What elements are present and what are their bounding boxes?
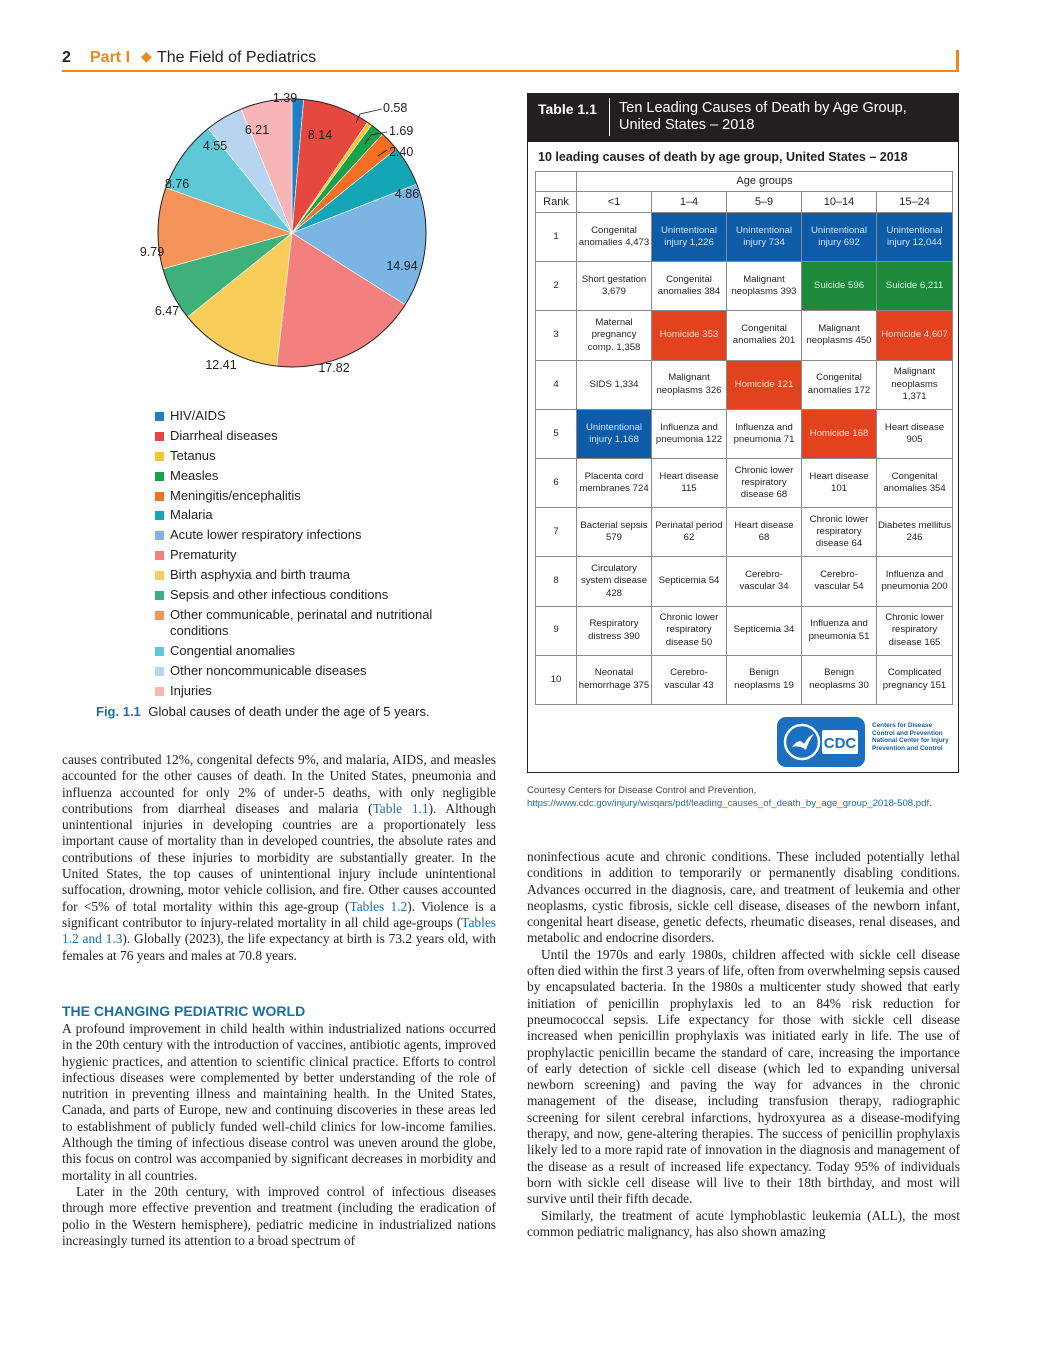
cause-cell: Congenital anomalies 201 bbox=[727, 311, 802, 360]
legend-item bbox=[155, 663, 485, 679]
cause-cell: Chronic lower respiratory disease 64 bbox=[802, 508, 877, 557]
cause-cell: Influenza and pneumonia 51 bbox=[802, 606, 877, 655]
table-title-divider bbox=[609, 98, 610, 136]
pie-value-label: 8.76 bbox=[164, 177, 190, 191]
legend-label: Birth asphyxia and birth trauma bbox=[170, 567, 350, 583]
cause-cell: Malignant neoplasms 393 bbox=[727, 262, 802, 311]
figure-caption-text: Global causes of death under the age of 5 years. bbox=[148, 704, 430, 719]
legend-label: Congential anomalies bbox=[170, 642, 296, 658]
cause-cell: Chronic lower respiratory disease 165 bbox=[877, 606, 953, 655]
paragraph: Similarly, the treatment of acute lymphoblastic leukemia (ALL), the most common pediatric malignancy, has also shown amazing bbox=[527, 1207, 960, 1239]
table-label: Table 1.1 bbox=[538, 101, 597, 117]
legend-swatch bbox=[155, 472, 164, 481]
cause-cell: Diabetes mellitus 246 bbox=[877, 508, 953, 557]
running-header bbox=[62, 48, 959, 72]
paragraph: noninfectious acute and chronic conditions. These included potentially lethal conditions in addition to temporarily or permanently disabling conditions. Advances occurred in the diagnosis, care, and treatment of leukemia and other neoplasms, cystic fibrosis, sickle cell disease, diseases of the newborn infant, congenital heart disease, genetic defects, rheumatic diseases, renal diseases, and metabolic and endocrine disorders. bbox=[527, 849, 960, 946]
cause-cell: Suicide 6,211 bbox=[877, 262, 953, 311]
cause-cell: Congenital anomalies 4,473 bbox=[577, 213, 652, 262]
pie-value-label: 17.82 bbox=[318, 361, 350, 375]
legend-label: Measles bbox=[170, 467, 219, 483]
paragraph: Later in the 20th century, with improved control of infectious diseases through more effective prevention and treatment (including the eradication of polio in the Western hemisphere), pediatric medicine in industrialized nations increasingly turned its attention to a broad spectrum of bbox=[62, 1183, 496, 1248]
legend-label: Diarrheal diseases bbox=[170, 427, 278, 443]
pie-value-label: 4.86 bbox=[394, 187, 420, 201]
right-column-text bbox=[527, 849, 960, 1240]
rank-header: Rank bbox=[536, 192, 577, 213]
legend-swatch bbox=[155, 531, 164, 540]
cause-cell: Influenza and pneumonia 71 bbox=[727, 409, 802, 458]
legend-label: Meningitis/encephalitis bbox=[170, 487, 301, 503]
cause-cell: Congenital anomalies 354 bbox=[877, 458, 953, 507]
cause-cell: Placenta cord membranes 724 bbox=[577, 458, 652, 507]
legend-swatch bbox=[155, 647, 164, 656]
legend-swatch bbox=[155, 667, 164, 676]
cause-cell: Complicated pregnancy 151 bbox=[877, 655, 953, 704]
legend-label: Other noncommunicable diseases bbox=[170, 662, 367, 678]
pie-value-label: 0.58 bbox=[383, 101, 408, 115]
cdc-agency-line: Centers for Disease bbox=[872, 722, 933, 729]
cdc-agency-line: Control and Prevention bbox=[872, 729, 943, 737]
table-row bbox=[536, 508, 953, 557]
cause-cell: SIDS 1,334 bbox=[577, 360, 652, 409]
cdc-source-link[interactable]: https://www.cdc.gov/injury/wisqars/pdf/leading_causes_of_death_by_age_group_2018-508.pdf. bbox=[527, 798, 932, 809]
legend-item bbox=[155, 488, 485, 504]
pie-value-label: 4.55 bbox=[202, 139, 228, 153]
legend-label: Acute lower respiratory infections bbox=[170, 527, 362, 543]
cause-cell: Benign neoplasms 19 bbox=[727, 655, 802, 704]
legend-item bbox=[155, 587, 485, 603]
cause-cell: Septicemia 54 bbox=[652, 557, 727, 606]
age-groups-header: Age groups bbox=[577, 172, 953, 192]
cause-cell: Cerebro-vascular 43 bbox=[652, 655, 727, 704]
legend-item bbox=[155, 567, 485, 583]
left-column-text-bottom bbox=[62, 1021, 496, 1249]
legend-item bbox=[155, 683, 485, 699]
left-column-text-top bbox=[62, 752, 496, 964]
header-tick bbox=[956, 50, 959, 72]
table-row bbox=[536, 360, 953, 409]
pie-value-label: 2.40 bbox=[389, 145, 414, 159]
legend-swatch bbox=[155, 511, 164, 520]
legend-swatch bbox=[155, 452, 164, 461]
text-run: ). Violence is a significant contributor to injury-related mortality in all child age-groups ( bbox=[62, 898, 497, 930]
rank-cell: 10 bbox=[536, 655, 577, 704]
legend-item bbox=[155, 607, 485, 639]
paragraph: Until the 1970s and early 1980s, children affected with sickle cell disease often died within the first 3 years of life, often from overwhelming sepsis caused by encapsulated bacteria. In the 1980s a multicenter study showed that early initiation of penicillin prophylaxis led to an 84% risk reduction for pneumococcal sepsis. Life expectancy for those with sickle cell disease increased when penicillin prophylaxis was initiated early in life. The use of prophylactic penicillin became the standard of care, increasing the importance of early detection of sickle cell disease (which led to expanding universal newborn screening) and paving the way for advances in the chronic management of the disease, including transfusion therapy, radiographic screening for silent cerebral infarctions, hydroxyurea as a disease-modifying therapy, and now, gene-altering therapies. The success of penicillin prophylaxis likely led to a more rapid rate of innovation in the diagnosis and management of the disease as a result of increased life expectancy. Today 95% of individuals born with sickle cell disease will live to their 18th birthday, and most will survive until their fifth decade. bbox=[527, 946, 960, 1207]
cause-cell: Circulatory system disease 428 bbox=[577, 557, 652, 606]
cause-cell: Heart disease 68 bbox=[727, 508, 802, 557]
legend-swatch bbox=[155, 432, 164, 441]
cdc-agency-line: National Center for Injury bbox=[872, 737, 949, 744]
cdc-agency-name bbox=[872, 722, 956, 752]
cause-cell: Influenza and pneumonia 200 bbox=[877, 557, 953, 606]
age-column-header: <1 bbox=[577, 192, 652, 213]
cause-cell: Unintentional injury 12,044 bbox=[877, 213, 953, 262]
legend-label: HIV/AIDS bbox=[170, 408, 226, 423]
cause-cell: Short gestation 3,679 bbox=[577, 262, 652, 311]
rank-header-spacer bbox=[536, 172, 577, 192]
cause-cell: Respiratory distress 390 bbox=[577, 606, 652, 655]
cause-cell: Chronic lower respiratory disease 50 bbox=[652, 606, 727, 655]
diamond-separator-icon: ◆ bbox=[141, 49, 152, 65]
table-panel bbox=[527, 141, 959, 773]
legend-swatch bbox=[155, 492, 164, 501]
cause-cell: Maternal pregnancy comp. 1,358 bbox=[577, 311, 652, 360]
legend-swatch bbox=[155, 591, 164, 600]
pie-value-label: 1.69 bbox=[389, 124, 414, 138]
rank-cell: 8 bbox=[536, 557, 577, 606]
rank-cell: 2 bbox=[536, 262, 577, 311]
table-row bbox=[536, 606, 953, 655]
cause-cell: Suicide 596 bbox=[802, 262, 877, 311]
cause-cell: Perinatal period 62 bbox=[652, 508, 727, 557]
page-number: 2 bbox=[62, 49, 71, 66]
rank-cell: 1 bbox=[536, 213, 577, 262]
section-heading: THE CHANGING PEDIATRIC WORLD bbox=[62, 1003, 306, 1019]
chapter-title: The Field of Pediatrics bbox=[157, 49, 317, 66]
legend-label: Sepsis and other infectious conditions bbox=[170, 587, 389, 603]
legend-item bbox=[155, 507, 485, 523]
table-row bbox=[536, 213, 953, 262]
table-credit bbox=[527, 784, 960, 810]
legend-item bbox=[155, 547, 485, 563]
table-row bbox=[536, 557, 953, 606]
cdc-logo bbox=[777, 717, 865, 767]
cause-cell: Unintentional injury 734 bbox=[727, 213, 802, 262]
pie-chart bbox=[120, 90, 440, 390]
legend-item bbox=[155, 643, 485, 659]
text-run: ). Although unintentional injuries in developing countries are a proportionately less important cause of mortality than in developed countries, the absolute rates and contributions of these injuries to morbidity are substantially greater. In the United States, the top causes of unintentional injury include unintentional suffocation, drowning, motor vehicle collision, and fire. Other causes accounted for <5% of total mortality within this age-group ( bbox=[62, 800, 496, 914]
table-title-bar bbox=[527, 93, 959, 141]
cause-cell: Influenza and pneumonia 122 bbox=[652, 409, 727, 458]
pie-value-label: 9.79 bbox=[139, 245, 165, 259]
rank-cell: 9 bbox=[536, 606, 577, 655]
age-column-header: 15–24 bbox=[877, 192, 953, 213]
cause-cell: Septicemia 34 bbox=[727, 606, 802, 655]
legend-swatch bbox=[155, 571, 164, 580]
cause-cell: Cerebro-vascular 34 bbox=[727, 557, 802, 606]
cause-cell: Congenital anomalies 172 bbox=[802, 360, 877, 409]
table-row bbox=[536, 262, 953, 311]
cause-cell: Homicide 4,607 bbox=[877, 311, 953, 360]
cause-cell: Heart disease 115 bbox=[652, 458, 727, 507]
header-rule bbox=[62, 70, 959, 72]
legend-item bbox=[155, 408, 485, 424]
legend-label: Malaria bbox=[170, 507, 213, 523]
legend-swatch bbox=[155, 412, 164, 421]
legend-label: Prematurity bbox=[170, 547, 237, 563]
part-label: Part I bbox=[90, 49, 131, 66]
table-row bbox=[536, 458, 953, 507]
cause-cell: Malignant neoplasms 326 bbox=[652, 360, 727, 409]
legend-label: Tetanus bbox=[170, 447, 216, 463]
legend-item bbox=[155, 428, 485, 444]
cause-cell: Neonatal hemorrhage 375 bbox=[577, 655, 652, 704]
cause-cell: Homicide 168 bbox=[802, 409, 877, 458]
figure-caption bbox=[96, 704, 430, 719]
cause-cell: Heart disease 905 bbox=[877, 409, 953, 458]
rank-cell: 4 bbox=[536, 360, 577, 409]
age-column-header: 10–14 bbox=[802, 192, 877, 213]
pie-value-label: 1.39 bbox=[272, 91, 298, 105]
figure-label: Fig. 1.1 bbox=[96, 704, 141, 719]
legend-label: Other communicable, perinatal and nutritional conditions bbox=[170, 606, 433, 638]
courtesy-text: Courtesy Centers for Disease Control and Prevention, bbox=[527, 785, 757, 796]
cause-cell: Unintentional injury 692 bbox=[802, 213, 877, 262]
cause-cell: Homicide 121 bbox=[727, 360, 802, 409]
hhs-eagle-icon bbox=[777, 717, 865, 767]
tables-1-2-1-3-link[interactable]: Tables 1.2 and 1.3 bbox=[62, 914, 496, 947]
table-inner-title: 10 leading causes of death by age group, United States – 2018 bbox=[538, 150, 908, 164]
table-row bbox=[536, 409, 953, 458]
age-column-header: 5–9 bbox=[727, 192, 802, 213]
legend-swatch bbox=[155, 611, 164, 620]
table-1-1-link[interactable]: Table 1.1 bbox=[372, 800, 429, 816]
pie-value-label: 14.94 bbox=[386, 259, 418, 273]
pie-value-label: 8.14 bbox=[307, 128, 333, 142]
legend-item bbox=[155, 527, 485, 543]
cause-cell: Unintentional injury 1,226 bbox=[652, 213, 727, 262]
text-run: causes contributed 12%, congenital defects 9%, and malaria, AIDS, and measles accounted for the other causes of death. In the United States, pneumonia and influenza accounted for only 2% of under-5 deaths, with only negligible contributions from diarrheal diseases and malaria ( bbox=[62, 752, 496, 816]
pie-value-label: 12.41 bbox=[205, 358, 237, 372]
rank-cell: 5 bbox=[536, 409, 577, 458]
cause-cell: Malignant neoplasms 450 bbox=[802, 311, 877, 360]
legend-swatch bbox=[155, 551, 164, 560]
cause-cell: Malignant neoplasms 1,371 bbox=[877, 360, 953, 409]
age-column-header: 1–4 bbox=[652, 192, 727, 213]
chart-legend bbox=[155, 408, 485, 702]
cause-cell: Heart disease 101 bbox=[802, 458, 877, 507]
table-title: Ten Leading Causes of Death by Age Group, United States – 2018 bbox=[619, 100, 907, 133]
legend-swatch bbox=[155, 687, 164, 696]
rank-cell: 7 bbox=[536, 508, 577, 557]
table-row bbox=[536, 655, 953, 704]
causes-of-death-table bbox=[535, 171, 953, 705]
table-1-2-link[interactable]: Tables 1.2 bbox=[349, 898, 408, 914]
pie-value-label: 6.21 bbox=[244, 123, 270, 137]
cdc-mark-text: CDC bbox=[823, 735, 857, 752]
cause-cell: Cerebro-vascular 54 bbox=[802, 557, 877, 606]
pie-value-label: 6.47 bbox=[154, 304, 180, 318]
cdc-agency-line: Prevention and Control bbox=[872, 744, 943, 752]
legend-item bbox=[155, 448, 485, 464]
legend-label: Injuries bbox=[170, 682, 212, 698]
cause-cell: Benign neoplasms 30 bbox=[802, 655, 877, 704]
cause-cell: Congenital anomalies 384 bbox=[652, 262, 727, 311]
table-row bbox=[536, 311, 953, 360]
paragraph bbox=[62, 752, 496, 964]
cause-cell: Chronic lower respiratory disease 68 bbox=[727, 458, 802, 507]
cause-cell: Bacterial sepsis 579 bbox=[577, 508, 652, 557]
rank-cell: 6 bbox=[536, 458, 577, 507]
cause-cell: Homicide 353 bbox=[652, 311, 727, 360]
text-run: ). Globally (2023), the life expectancy at birth is 73.2 years old, with females at 76 years and males at 70.8 years. bbox=[62, 931, 496, 963]
paragraph: A profound improvement in child health within industrialized nations occurred in the 20th century with the introduction of vaccines, antibiotic agents, improved hygienic practices, and attention to scientific clinical practice. Efforts to control infectious diseases were complemented by better understanding of the role of nutrition in preventing illness and maintaining health. In the United States, Canada, and parts of Europe, new and continuing discoveries in these areas led to establishment of publicly funded well-child clinics for low-income families. Although the timing of infectious disease control was uneven around the globe, this focus on control was accompanied by significant decreases in morbidity and mortality in all countries. bbox=[62, 1021, 496, 1183]
cause-cell: Unintentional injury 1,168 bbox=[577, 409, 652, 458]
rank-cell: 3 bbox=[536, 311, 577, 360]
legend-item bbox=[155, 468, 485, 484]
